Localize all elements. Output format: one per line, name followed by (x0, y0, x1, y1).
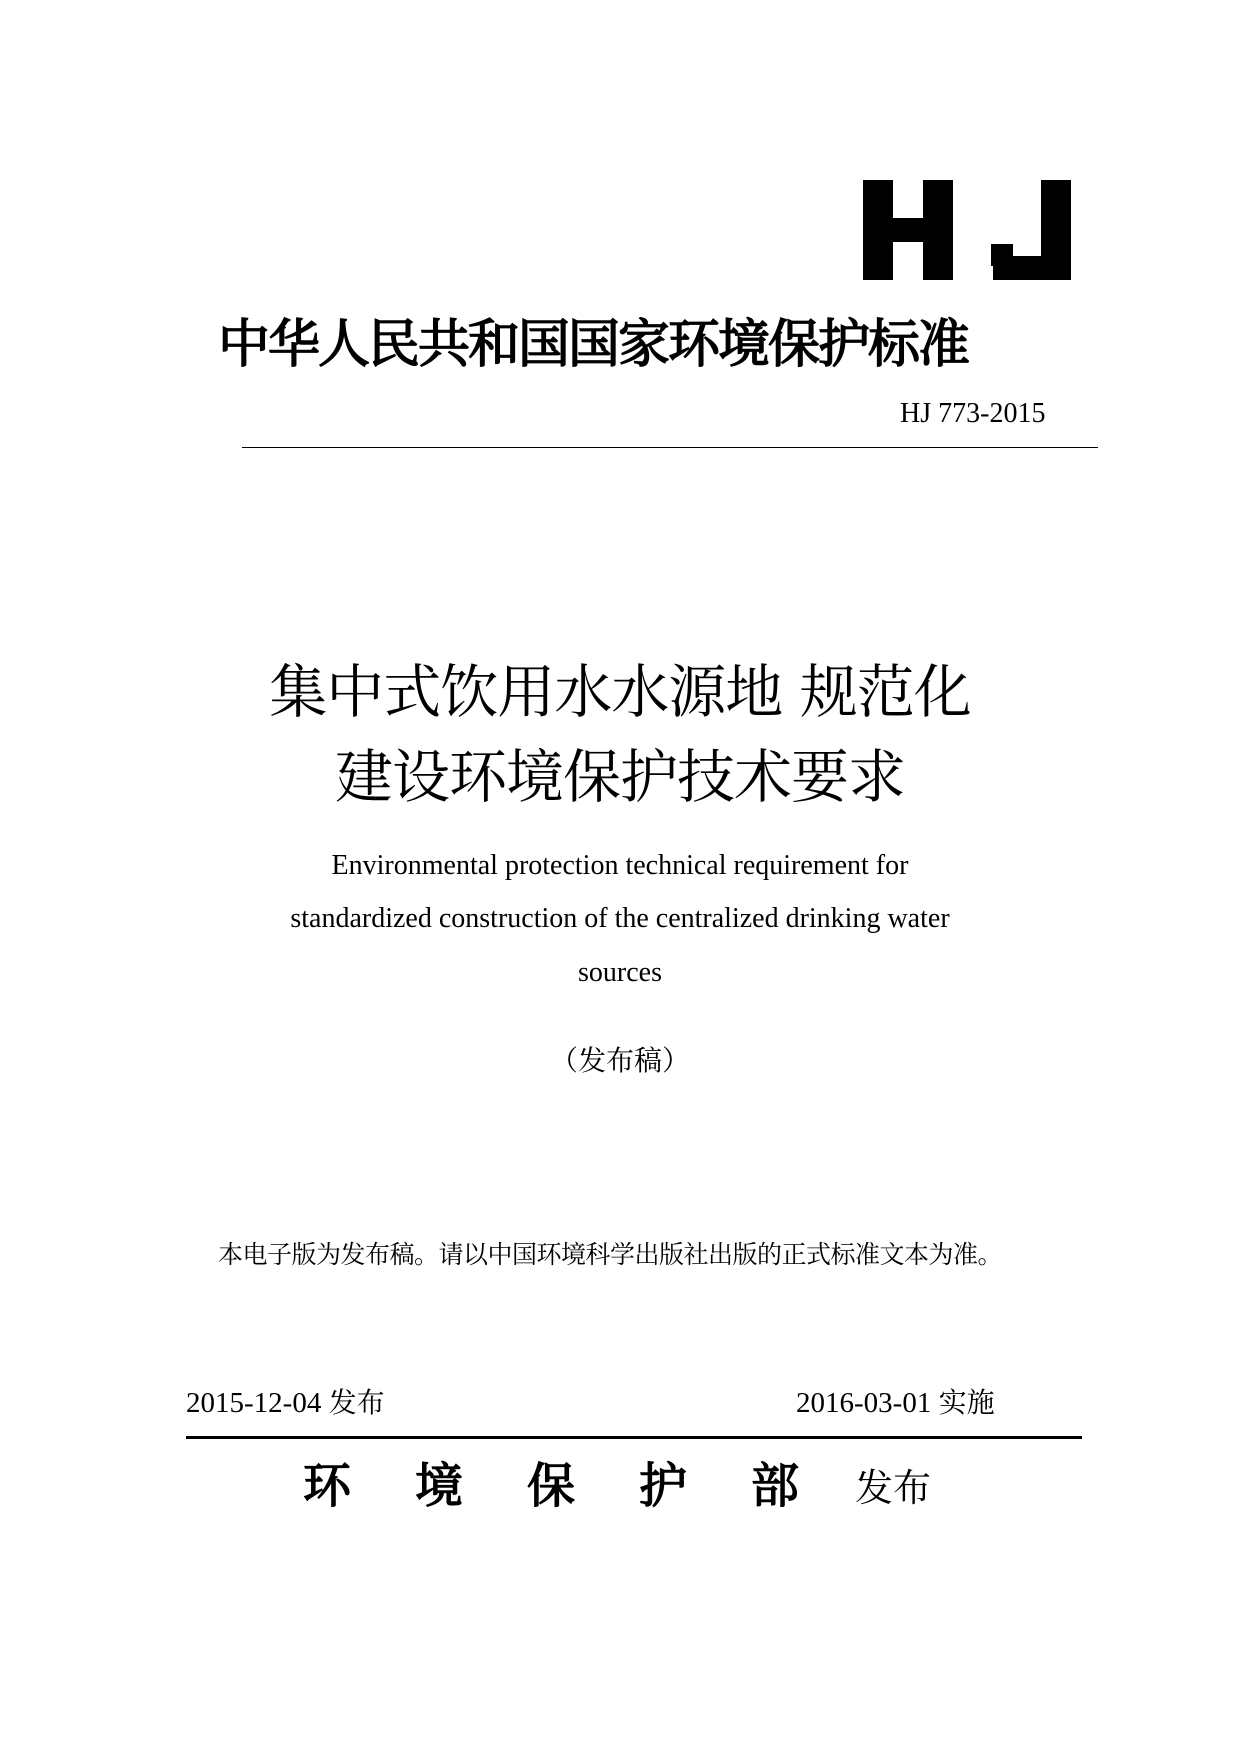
electronic-version-notice: 本电子版为发布稿。请以中国环境科学出版社出版的正式标准文本为准。 (218, 1240, 1003, 1269)
header-divider (242, 447, 1098, 448)
title-en-line2: standardized construction of the centralized drinking water (290, 903, 950, 934)
hj-logo (855, 178, 1085, 288)
publisher-name: 环境保护部 (303, 1458, 864, 1514)
standard-organization-title: 中华人民共和国国家环境保护标准 (218, 315, 969, 375)
standard-number: HJ 773-2015 (900, 398, 1046, 429)
issue-date: 2015-12-04 (186, 1387, 322, 1419)
effective-date-line (796, 1383, 995, 1423)
publish-label: 发布 (855, 1466, 932, 1510)
title-en-line1: Environmental protection technical requirement for (331, 850, 909, 881)
issue-label: 发布 (328, 1386, 385, 1419)
footer-divider (186, 1436, 1082, 1439)
issue-date-line (186, 1383, 385, 1423)
title-cn-line2: 建设环境保护技术要求 (334, 743, 905, 811)
effective-date: 2016-03-01 (796, 1387, 932, 1419)
draft-note: （发布稿） (549, 1044, 690, 1077)
title-cn-line1: 集中式饮用水水源地 规范化 (269, 658, 971, 726)
title-en-line3: sources (578, 957, 662, 988)
effective-label: 实施 (938, 1386, 995, 1419)
